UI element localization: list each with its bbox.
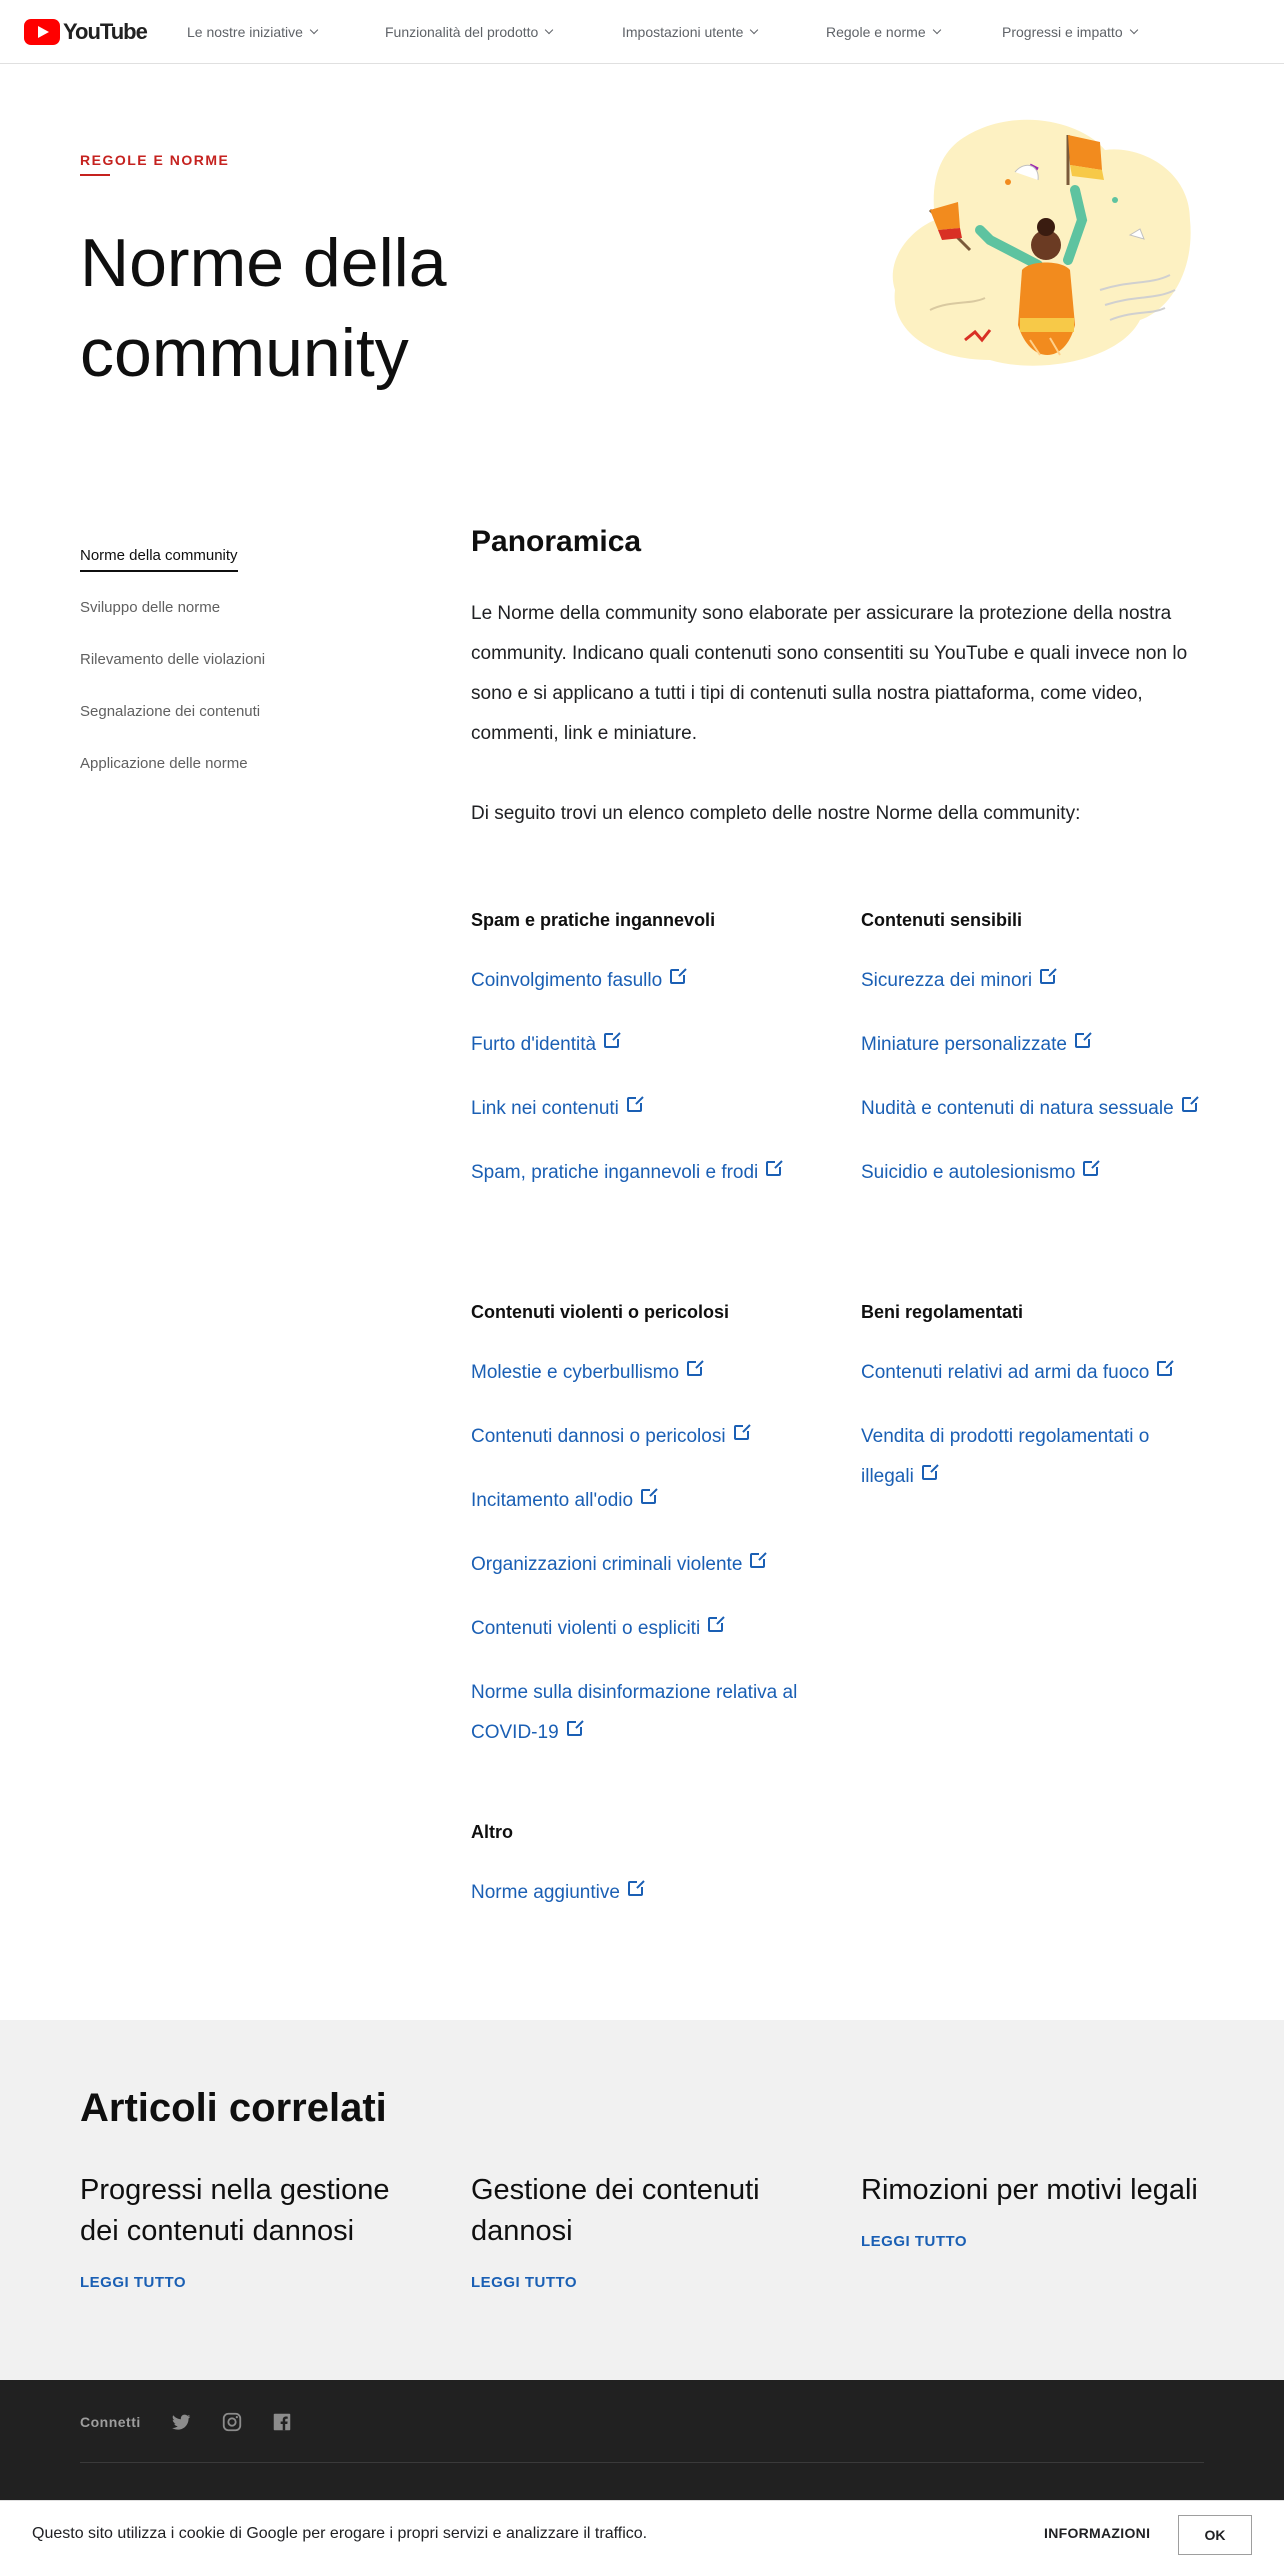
related-title: Articoli correlati <box>80 2086 387 2130</box>
external-link-icon <box>641 1489 656 1504</box>
policy-link[interactable]: Norme sulla disinformazione relativa al COVID-19 <box>471 1682 798 1743</box>
card-title[interactable]: Progressi nella gestione dei contenuti dannosi <box>80 2174 390 2247</box>
policy-link[interactable]: Link nei contenuti <box>471 1089 811 1129</box>
facebook-icon[interactable] <box>271 2411 293 2433</box>
policy-link[interactable]: Norme aggiuntive <box>471 1873 811 1913</box>
chevron-down-icon <box>750 26 758 34</box>
related-card <box>471 2170 811 2291</box>
read-more-link[interactable]: LEGGI TUTTO <box>80 2274 187 2291</box>
eyebrow-underline <box>80 174 110 176</box>
overview-paragraph: Le Norme della community sono elaborate per assicurare la protezione della nostra community. Indicano quali contenuti sono consentiti su YouTube e quali invece non lo sono e si applicano a tutti i tipi di contenuti sulla nostra piattaforma, come video, commenti, link e miniature. <box>471 603 1188 744</box>
cookie-text: Questo sito utilizza i cookie di Google per erogare i propri servizi e analizzare il traffico. <box>32 2525 648 2542</box>
youtube-play-icon <box>24 19 60 45</box>
nav-item-iniziative[interactable] <box>187 0 317 64</box>
external-link-icon <box>604 1033 619 1048</box>
nav-label: Funzionalità del prodotto <box>385 24 539 40</box>
cookie-ok-button[interactable]: OK <box>1178 2515 1252 2555</box>
sidebar-item-applicazione[interactable]: Applicazione delle norme <box>80 755 248 772</box>
hero-eyebrow: REGOLE E NORME <box>80 152 230 168</box>
external-link-icon <box>670 969 685 984</box>
cookie-banner <box>0 2500 1284 2568</box>
link-list-sensitive <box>861 961 1201 1217</box>
sidebar-item-sviluppo[interactable]: Sviluppo delle norme <box>80 599 221 616</box>
related-card <box>861 2170 1201 2250</box>
card-title[interactable]: Gestione dei contenuti dannosi <box>471 2174 760 2247</box>
top-header <box>0 0 1284 64</box>
policy-link[interactable]: Vendita di prodotti regolamentati o illegali <box>861 1426 1150 1487</box>
nav-item-progressi[interactable] <box>1002 0 1137 64</box>
external-link-icon <box>734 1425 749 1440</box>
external-link-icon <box>1083 1161 1098 1176</box>
chevron-down-icon <box>545 26 553 34</box>
external-link-icon <box>1182 1097 1197 1112</box>
read-more-link[interactable]: LEGGI TUTTO <box>861 2233 968 2250</box>
nav-label: Impostazioni utente <box>622 24 744 40</box>
chevron-down-icon <box>1129 26 1137 34</box>
nav-item-regole[interactable] <box>826 0 940 64</box>
policy-link[interactable]: Incitamento all'odio <box>471 1481 811 1521</box>
group-title-regulated: Beni regolamentati <box>861 1302 1024 1322</box>
external-link-icon <box>1157 1361 1172 1376</box>
link-list-violent <box>471 1353 811 1777</box>
nav-item-funzionalita[interactable] <box>385 0 552 64</box>
related-articles <box>0 2020 1284 2380</box>
link-list-other <box>471 1873 811 1937</box>
external-link-icon <box>1040 969 1055 984</box>
external-link-icon <box>1075 1033 1090 1048</box>
page-title: Norme della community <box>80 225 447 391</box>
group-title-spam: Spam e pratiche ingannevoli <box>471 910 716 930</box>
policy-link[interactable]: Furto d'identità <box>471 1025 811 1065</box>
instagram-icon[interactable] <box>221 2411 243 2433</box>
policy-link[interactable]: Contenuti violenti o espliciti <box>471 1609 811 1649</box>
hero-illustration <box>890 110 1200 380</box>
policy-link[interactable]: Organizzazioni criminali violente <box>471 1545 811 1585</box>
logo-text: YouTube <box>63 19 147 44</box>
group-title-violent: Contenuti violenti o pericolosi <box>471 1302 730 1322</box>
external-link-icon <box>627 1097 642 1112</box>
policy-link[interactable]: Miniature personalizzate <box>861 1025 1201 1065</box>
overview-section <box>471 520 1211 834</box>
nav-label: Le nostre iniziative <box>187 24 303 40</box>
sidebar-item-rilevamento[interactable]: Rilevamento delle violazioni <box>80 651 266 668</box>
related-card <box>80 2170 420 2291</box>
sidebar-nav <box>80 536 380 796</box>
nav-item-impostazioni[interactable] <box>622 0 757 64</box>
sidebar-item-norme[interactable]: Norme della community <box>80 536 380 588</box>
sidebar-item-segnalazione[interactable]: Segnalazione dei contenuti <box>80 703 261 720</box>
twitter-icon[interactable] <box>170 2411 192 2433</box>
chevron-down-icon <box>932 26 940 34</box>
external-link-icon <box>766 1161 781 1176</box>
overview-title: Panoramica <box>471 525 642 558</box>
policy-link[interactable]: Nudità e contenuti di natura sessuale <box>861 1089 1201 1129</box>
external-link-icon <box>750 1553 765 1568</box>
link-list-regulated <box>861 1353 1201 1521</box>
external-link-icon <box>708 1617 723 1632</box>
policy-link[interactable]: Sicurezza dei minori <box>861 961 1201 1001</box>
policy-link[interactable]: Contenuti dannosi o pericolosi <box>471 1417 811 1457</box>
chevron-down-icon <box>310 26 318 34</box>
card-title[interactable]: Rimozioni per motivi legali <box>861 2174 1198 2206</box>
policy-link[interactable]: Coinvolgimento fasullo <box>471 961 811 1001</box>
overview-intro: Di seguito trovi un elenco completo delle nostre Norme della community: <box>471 803 1081 824</box>
nav-label: Progressi e impatto <box>1002 24 1123 40</box>
connect-label: Connetti <box>80 2414 141 2430</box>
group-title-sensitive: Contenuti sensibili <box>861 910 1023 930</box>
policy-link[interactable]: Molestie e cyberbullismo <box>471 1353 811 1393</box>
nav-label: Regole e norme <box>826 24 926 40</box>
policy-link[interactable]: Suicidio e autolesionismo <box>861 1153 1201 1193</box>
link-list-spam <box>471 961 811 1217</box>
read-more-link[interactable]: LEGGI TUTTO <box>471 2274 578 2291</box>
external-link-icon <box>687 1361 702 1376</box>
policy-link[interactable]: Spam, pratiche ingannevoli e frodi <box>471 1153 811 1193</box>
cookie-info-link[interactable]: INFORMAZIONI <box>1044 2525 1151 2541</box>
youtube-logo[interactable] <box>24 19 147 45</box>
footer-divider <box>80 2462 1204 2463</box>
external-link-icon <box>922 1465 937 1480</box>
policy-link[interactable]: Contenuti relativi ad armi da fuoco <box>861 1353 1201 1393</box>
external-link-icon <box>628 1881 643 1896</box>
external-link-icon <box>567 1721 582 1736</box>
group-title-other: Altro <box>471 1822 513 1842</box>
